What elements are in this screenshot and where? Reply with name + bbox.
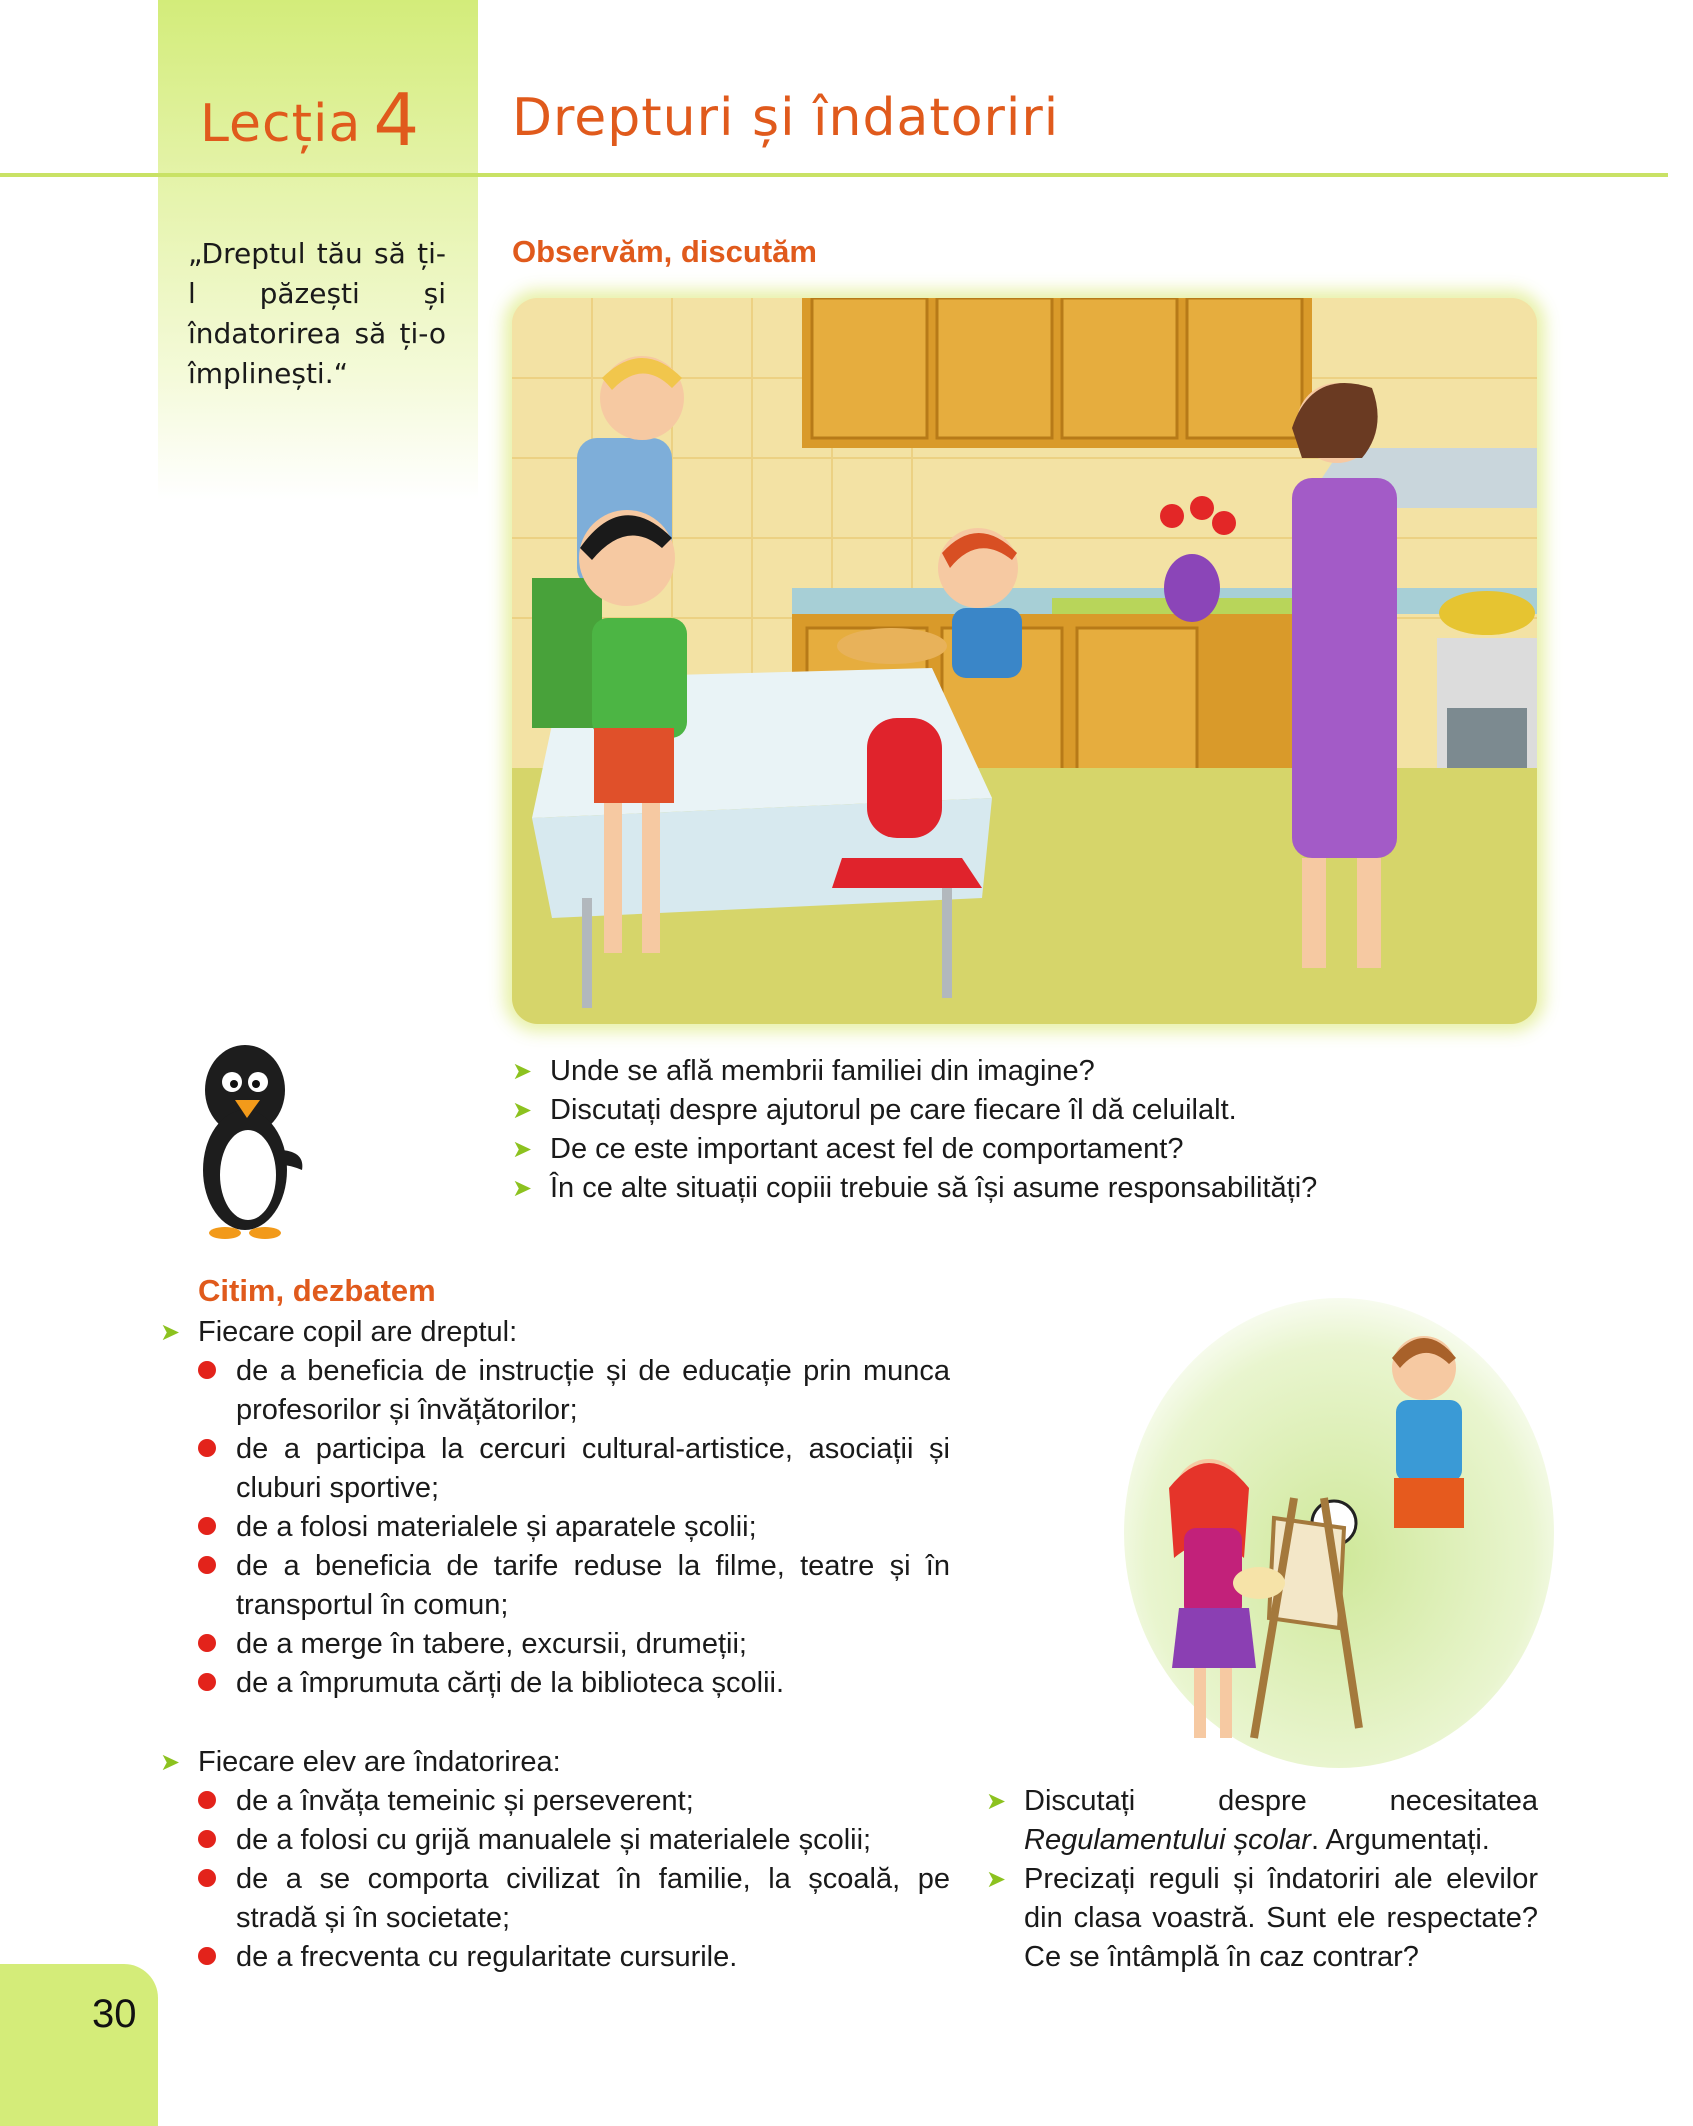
- bullet-dot-icon: [198, 1439, 216, 1457]
- bullet-dot-icon: [198, 1361, 216, 1379]
- rights-intro: [160, 1313, 950, 1352]
- list-item-text: de a beneficia de instrucție și de educație prin munca profesorilor și învățătorilor;: [236, 1355, 950, 1426]
- list-item: [198, 1821, 950, 1860]
- question-item: [512, 1130, 1317, 1169]
- discuss-item: [986, 1782, 1538, 1860]
- page-number: 30: [92, 1992, 137, 2036]
- list-item: [198, 1508, 950, 1547]
- list-item-text: de a folosi cu grijă manualele și materialele școlii;: [236, 1824, 872, 1856]
- list-item: [198, 1625, 950, 1664]
- list-item: [198, 1547, 950, 1625]
- arrow-icon: ➤: [986, 1866, 1007, 1893]
- kitchen-illustration: [512, 298, 1537, 1024]
- page-title: Drepturi și îndatoriri: [512, 88, 1060, 148]
- duties-intro-text: Fiecare elev are îndatorirea:: [198, 1746, 561, 1778]
- arrow-icon: ➤: [512, 1136, 533, 1163]
- question-item: [512, 1169, 1317, 1208]
- list-item-text: de a beneficia de tarife reduse la filme, teatre și în transportul în comun;: [236, 1550, 950, 1621]
- discuss-section: [986, 1782, 1538, 1977]
- rights-section: [160, 1313, 950, 1703]
- lesson-number: 4: [373, 78, 421, 162]
- header-rule: [0, 173, 1668, 177]
- list-item: [198, 1782, 950, 1821]
- bullet-dot-icon: [198, 1869, 216, 1887]
- bullet-dot-icon: [198, 1556, 216, 1574]
- list-item-text: de a se comporta civilizat în familie, la școală, pe stradă și în societate;: [236, 1863, 950, 1934]
- arrow-icon: ➤: [160, 1749, 181, 1776]
- arrow-icon: ➤: [512, 1058, 533, 1085]
- lesson-label: [200, 78, 420, 162]
- bullet-dot-icon: [198, 1517, 216, 1535]
- duties-list: [198, 1782, 950, 1977]
- page-number-tab: [0, 1964, 158, 2126]
- question-item: [512, 1091, 1317, 1130]
- discuss-item1-italic: Regulamentului școlar: [1024, 1824, 1311, 1856]
- read-heading: Citim, dezbatem: [198, 1273, 436, 1308]
- bullet-dot-icon: [198, 1634, 216, 1652]
- bullet-dot-icon: [198, 1791, 216, 1809]
- observe-heading: Observăm, discutăm: [512, 234, 817, 269]
- arrow-icon: ➤: [160, 1319, 181, 1346]
- penguin-icon: [190, 1040, 310, 1240]
- kitchen-scene-svg: [512, 298, 1537, 1024]
- list-item: [198, 1664, 950, 1703]
- duties-intro: [160, 1743, 950, 1782]
- discuss-item1-suffix: . Argumentați.: [1310, 1824, 1490, 1856]
- list-item-text: de a învăța temeinic și perseverent;: [236, 1785, 694, 1817]
- arrow-icon: ➤: [512, 1175, 533, 1202]
- discuss-item1-prefix: Discutați despre necesitatea: [1024, 1785, 1538, 1817]
- list-item-text: de a merge în tabere, excursii, drumeții;: [236, 1628, 747, 1660]
- observe-questions: [512, 1052, 1317, 1208]
- list-item: [198, 1860, 950, 1938]
- rights-intro-text: Fiecare copil are dreptul:: [198, 1316, 518, 1348]
- list-item: [198, 1430, 950, 1508]
- arrow-icon: ➤: [986, 1788, 1007, 1815]
- question-text: În ce alte situații copiii trebuie să își asume responsabilități?: [550, 1172, 1318, 1204]
- bullet-dot-icon: [198, 1673, 216, 1691]
- kids-illustration: [1124, 1298, 1554, 1768]
- penguin-mascot: [190, 1040, 310, 1240]
- question-text: Discutați despre ajutorul pe care fiecare îl dă celuilalt.: [550, 1094, 1237, 1126]
- question-item: [512, 1052, 1317, 1091]
- bullet-dot-icon: [198, 1947, 216, 1965]
- list-item-text: de a folosi materialele și aparatele școlii;: [236, 1511, 757, 1543]
- lesson-word: Lecția: [200, 94, 362, 154]
- bullet-dot-icon: [198, 1830, 216, 1848]
- list-item: [198, 1352, 950, 1430]
- question-text: De ce este important acest fel de comportament?: [550, 1133, 1184, 1165]
- rights-list: [198, 1352, 950, 1703]
- discuss-item: [986, 1860, 1538, 1977]
- list-item-text: de a participa la cercuri cultural-artistice, asociații și cluburi sportive;: [236, 1433, 950, 1504]
- kids-scene-svg: [1124, 1298, 1554, 1768]
- quote: „Dreptul tău să ți-l păzești și îndatorirea să ți-o împlinești.“: [188, 237, 446, 390]
- list-item-text: de a frecventa cu regularitate cursurile.: [236, 1941, 738, 1973]
- question-text: Unde se află membrii familiei din imagine?: [550, 1055, 1095, 1087]
- arrow-icon: ➤: [512, 1097, 533, 1124]
- list-item-text: de a împrumuta cărți de la biblioteca școlii.: [236, 1667, 785, 1699]
- list-item: [198, 1938, 950, 1977]
- duties-section: [160, 1743, 950, 1977]
- discuss-item2-text: Precizați reguli și îndatoriri ale elevilor din clasa voastră. Sunt ele respectate? Ce se întâmplă în caz contrar?: [1024, 1863, 1538, 1973]
